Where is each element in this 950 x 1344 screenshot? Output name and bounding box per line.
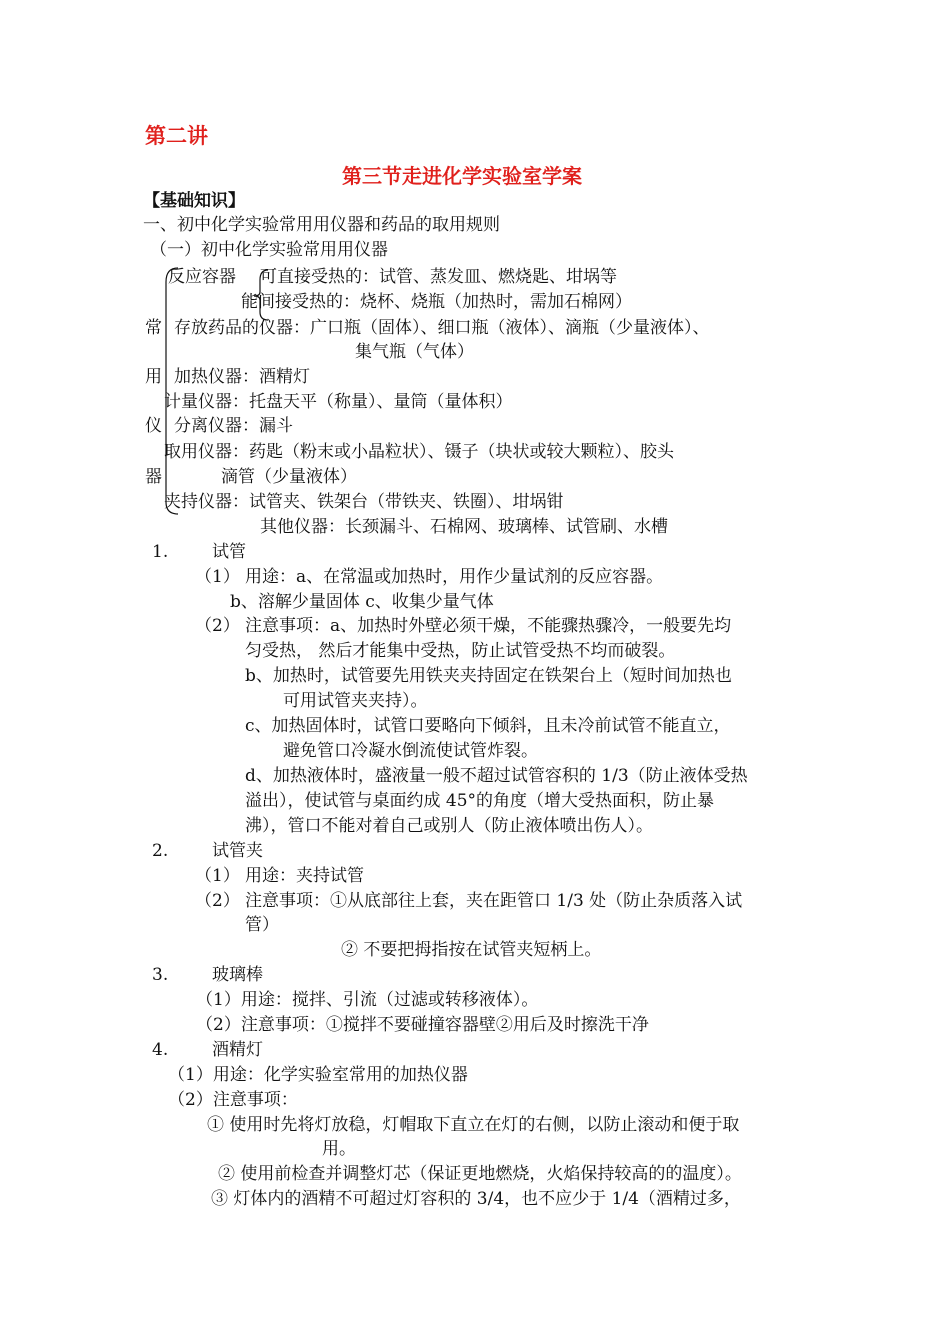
heating-line: 加热仪器：酒精灯	[174, 367, 310, 387]
item-1-use: 用途：a、在常温或加热时，用作少量试剂的反应容器。	[245, 567, 664, 587]
item-3-name: 玻璃棒	[212, 965, 263, 985]
item-2-use: 用途：夹持试管	[245, 866, 364, 886]
item-1-use-number: （1）	[195, 567, 240, 587]
side-char-3: 仪	[145, 416, 162, 436]
indirect-heating-line: 能间接受热的：烧杯、烧瓶（加热时，需加石棉网）	[241, 292, 632, 312]
item-1-name: 试管	[212, 542, 246, 562]
storage-line: 存放药品的仪器：广口瓶（固体）、细口瓶（液体）、滴瓶（少量液体）、	[174, 318, 710, 338]
storage-continued: 集气瓶（气体）	[355, 342, 474, 362]
item-4-note-1a: ① 使用时先将灯放稳，灯帽取下直立在灯的右侧，以防止滚动和便于取	[207, 1115, 740, 1135]
taking-line: 取用仪器：药匙（粉末或小晶粒状）、镊子（块状或较大颗粒）、胶头	[164, 442, 674, 462]
reaction-container-label: 反应容器	[168, 267, 236, 287]
item-2-name: 试管夹	[212, 841, 263, 861]
item-4-name: 酒精灯	[212, 1040, 263, 1060]
measuring-line: 计量仪器：托盘天平（称量）、量筒（量体积）	[164, 392, 513, 412]
item-1-note-d2: 溢出），使试管与桌面约成 45°的角度（增大受热面积，防止暴	[245, 791, 715, 811]
item-4-use: （1）用途：化学实验室常用的加热仪器	[168, 1065, 468, 1085]
item-4-number: 4.	[152, 1040, 169, 1060]
side-char-4: 器	[145, 467, 162, 487]
item-2-note-1: 注意事项：①从底部往上套，夹在距管口 1/3 处（防止杂质落入试	[245, 891, 743, 911]
heading-1: 一、初中化学实验常用用仪器和药品的取用规则	[143, 215, 500, 235]
separating-line: 分离仪器：漏斗	[174, 416, 293, 436]
page-title: 第三节走进化学实验室学案	[342, 164, 582, 188]
direct-heating-line: 可直接受热的：试管、蒸发皿、燃烧匙、坩埚等	[260, 267, 617, 287]
item-4-note-3: ③ 灯体内的酒精不可超过灯容积的 3/4，也不应少于 1/4（酒精过多，	[211, 1189, 741, 1209]
section-header: 【基础知识】	[143, 191, 245, 211]
item-3-note: （2）注意事项：①搅拌不要碰撞容器壁②用后及时擦洗干净	[196, 1015, 649, 1035]
item-1-note-b2: 可用试管夹夹持）。	[283, 691, 428, 711]
heading-1-1: （一）初中化学实验常用用仪器	[150, 240, 388, 260]
item-4-note: （2）注意事项：	[168, 1090, 298, 1110]
item-3-number: 3.	[152, 965, 169, 985]
item-4-note-1b: 用。	[322, 1139, 356, 1159]
item-2-number: 2.	[152, 841, 169, 861]
item-2-note-3: ② 不要把拇指按在试管夹短柄上。	[341, 940, 602, 960]
item-4-note-2: ② 使用前检查并调整灯芯（保证更地燃烧，火焰保持较高的的温度）。	[218, 1164, 742, 1184]
item-1-note-number: （2）	[195, 616, 240, 636]
item-1-note-b1: b、加热时，试管要先用铁夹夹持固定在铁架台上（短时间加热也	[245, 666, 732, 686]
item-1-note-a2: 匀受热， 然后才能集中受热，防止试管受热不均而破裂。	[245, 641, 676, 661]
item-1-use-b: b、溶解少量固体 c、收集少量气体	[230, 592, 494, 612]
item-2-use-number: （1）	[195, 866, 240, 886]
side-char-1: 常	[145, 318, 162, 338]
item-1-number: 1.	[152, 542, 169, 562]
other-line: 其他仪器：长颈漏斗、石棉网、玻璃棒、试管刷、水槽	[260, 517, 668, 537]
side-char-2: 用	[145, 367, 162, 387]
item-2-note-number: （2）	[195, 891, 240, 911]
item-3-use: （1）用途：搅拌、引流（过滤或转移液体）。	[196, 990, 539, 1010]
item-1-note-c1: c、加热固体时，试管口要略向下倾斜，且未冷前试管不能直立，	[245, 716, 731, 736]
item-1-note-d1: d、加热液体时，盛液量一般不超过试管容积的 1/3（防止液体受热	[245, 766, 748, 786]
taking-continued: 滴管（少量液体）	[221, 467, 357, 487]
lecture-label: 第二讲	[145, 124, 208, 148]
item-1-note-a1: 注意事项：a、加热时外壁必须干燥，不能骤热骤冷，一般要先均	[245, 616, 732, 636]
item-2-note-2: 管）	[245, 915, 279, 935]
item-1-note-c2: 避免管口冷凝水倒流使试管炸裂。	[283, 741, 538, 761]
holding-line: 夹持仪器：试管夹、铁架台（带铁夹、铁圈）、坩埚钳	[164, 492, 564, 512]
item-1-note-d3: 沸），管口不能对着自己或别人（防止液体喷出伤人）。	[245, 816, 653, 836]
